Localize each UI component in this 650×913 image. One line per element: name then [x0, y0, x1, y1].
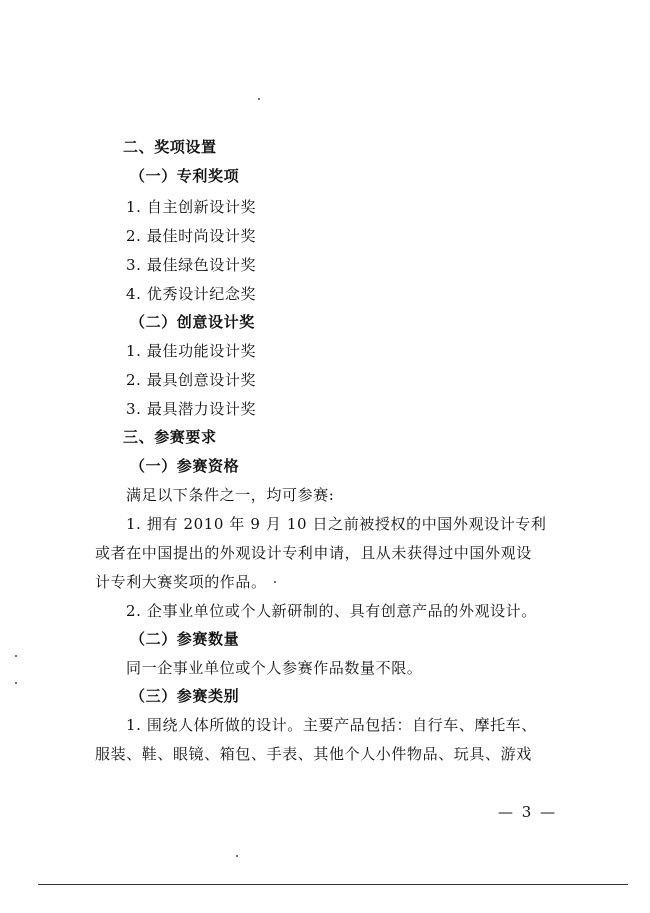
eligibility-item: 2. 企事业单位或个人新研制的、具有创意产品的外观设计。	[126, 602, 537, 620]
list-item: 1. 自主创新设计奖	[126, 198, 257, 216]
section-heading-awards: 二、奖项设置	[123, 138, 217, 156]
list-item: 2. 最佳时尚设计奖	[126, 227, 257, 245]
scan-speck	[15, 655, 17, 657]
scan-speck	[258, 98, 260, 100]
eligibility-item-line: 或者在中国提出的外观设计专利申请，且从未获得过中国外观设	[95, 544, 532, 562]
footer-rule	[38, 884, 628, 885]
subheading-creative-awards: （二）创意设计奖	[130, 313, 255, 331]
list-item: 1. 最佳功能设计奖	[126, 342, 257, 360]
list-item: 2. 最具创意设计奖	[126, 371, 257, 389]
section-heading-requirements: 三、参赛要求	[123, 428, 217, 446]
scan-speck	[15, 682, 17, 684]
list-item: 3. 最具潜力设计奖	[126, 400, 257, 418]
quantity-text: 同一企事业单位或个人参赛作品数量不限。	[126, 659, 423, 677]
category-item-line: 服装、鞋、眼镜、箱包、手表、其他个人小件物品、玩具、游戏	[95, 745, 532, 763]
page-number: — 3 —	[498, 803, 558, 821]
subheading-eligibility: （一）参赛资格	[130, 457, 240, 475]
list-item: 3. 最佳绿色设计奖	[126, 256, 257, 274]
eligibility-item-line: 计专利大赛奖项的作品。	[95, 573, 267, 591]
category-item-line: 1. 围绕人体所做的设计。主要产品包括：自行车、摩托车、	[126, 716, 537, 734]
subheading-category: （三）参赛类别	[130, 687, 240, 705]
list-item: 4. 优秀设计纪念奖	[126, 285, 257, 303]
scan-speck	[274, 581, 276, 583]
eligibility-item-line: 1. 拥有 2010 年 9 月 10 日之前被授权的中国外观设计专利	[126, 515, 547, 533]
subheading-quantity: （二）参赛数量	[130, 630, 240, 648]
eligibility-intro: 满足以下条件之一，均可参赛:	[126, 486, 335, 504]
subheading-patent-awards: （一）专利奖项	[130, 167, 240, 185]
scan-speck	[236, 855, 238, 857]
